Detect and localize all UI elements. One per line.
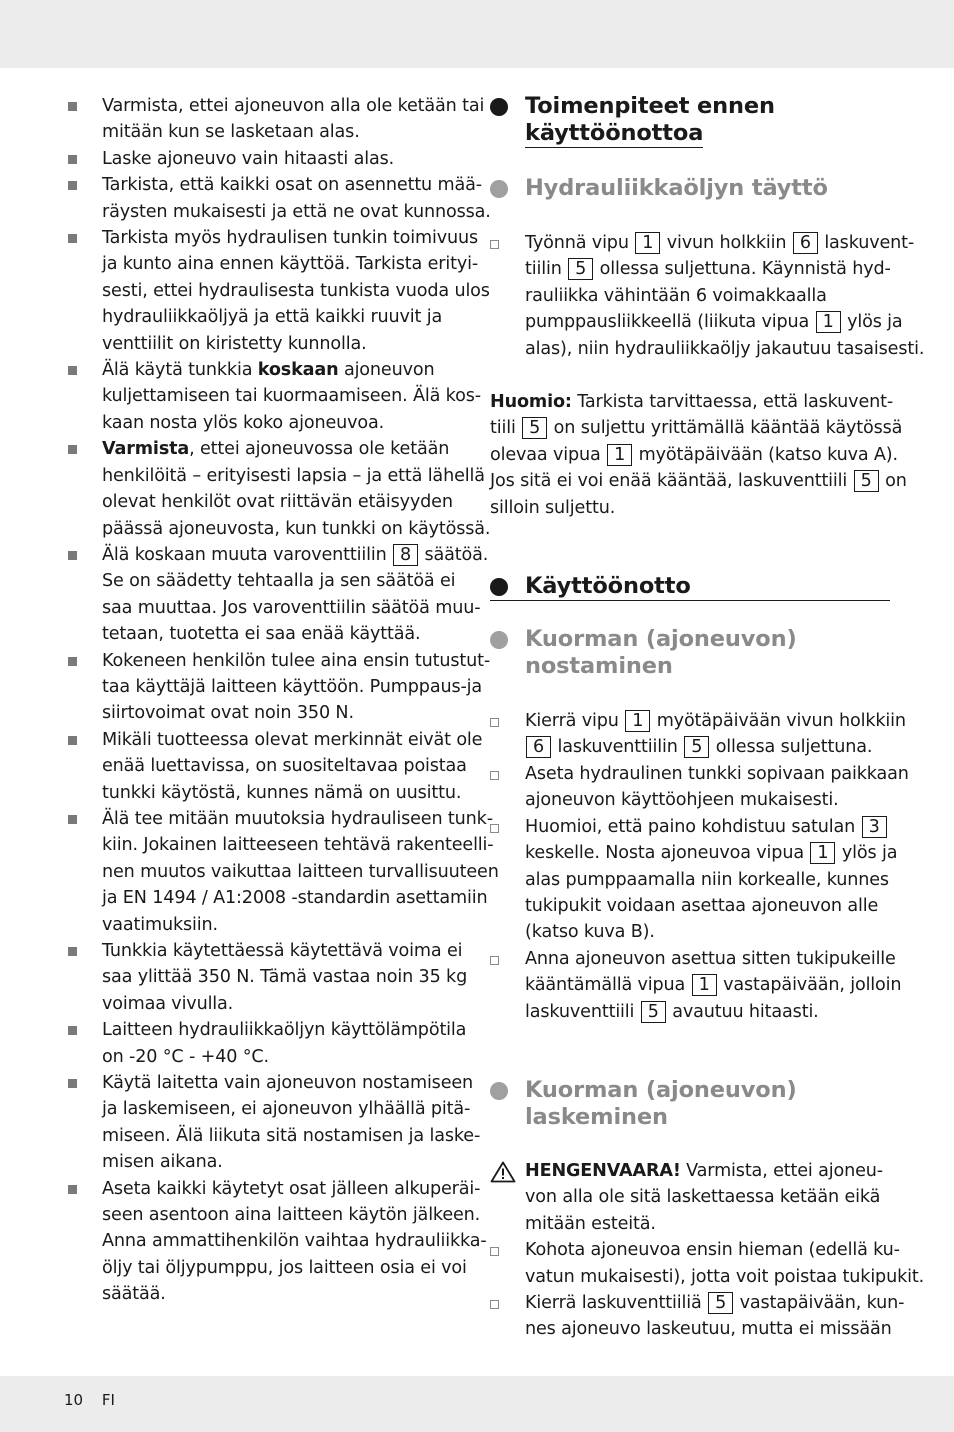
part-number-box: 1 <box>625 710 650 732</box>
square-bullet-icon <box>68 1026 77 1035</box>
list-item: Älä käytä tunkkia koskaan ajoneuvon kuljettamiseen tai kuormaamiseen. Älä kos- kaan nosta ylös koko ajoneuvoa. <box>64 357 464 436</box>
black-dot-icon <box>490 578 508 596</box>
list-item: Käytä laitetta vain ajoneuvon nostamiseen ja laskemiseen, ei ajoneuvon ylhäällä pitä- miseen. Älä liikuta sitä nostamisen ja laske- misen aikana. <box>64 1070 464 1176</box>
grey-dot-icon <box>490 180 508 198</box>
list-item: Laitteen hydrauliikkaöljyn käyttölämpötila on -20 °C - +40 °C. <box>64 1017 464 1070</box>
list-item: Anna ajoneuvon asettua sitten tukipukeille kääntämällä vipua 1 vastapäivään, jolloin laskuventtiili 5 avautuu hitaasti. <box>490 946 890 1025</box>
part-number-box: 6 <box>793 232 818 254</box>
list-item: Älä koskaan muuta varoventtiilin 8 säätöä. Se on säädetty tehtaalla ja sen säätöä ei saa muuttaa. Jos varoventtiilin säätöä muu- tetaan, tuotetta ei saa enää käyttää. <box>64 542 464 648</box>
checkbox-square-icon <box>490 956 499 965</box>
grey-dot-icon <box>490 1082 508 1100</box>
part-number-box: 1 <box>607 444 632 466</box>
square-bullet-icon <box>68 366 77 375</box>
heading-hydrauliikka: Hydrauliikkaöljyn täyttö <box>490 175 890 202</box>
part-number-box: 3 <box>862 816 887 838</box>
square-bullet-icon <box>68 155 77 164</box>
square-bullet-icon <box>68 181 77 190</box>
list-item: Tarkista myös hydraulisen tunkin toimivuus ja kunto aina ennen käyttöä. Tarkista erityi- sesti, ettei hydraulisesta tunkista vuoda ulos hydrauliikkaöljyä ja että kaikki ruuvit ja venttiilit on kiristetty kunnolla. <box>64 225 464 357</box>
list-item: Kohota ajoneuvoa ensin hieman (edellä ku- vatun mukaisesti), jotta voit poistaa tukipukit. <box>490 1237 890 1290</box>
part-number-box: 5 <box>684 736 709 758</box>
list-item: Aseta kaikki käytetyt osat jälleen alkuperäi- seen asentoon aina laitteen käytön jälkeen. Anna ammattihenkilön vaihtaa hydrauliikka- öljy tai öljypumppu, jos laitteen osia ei voi säätää. <box>64 1176 464 1308</box>
header-band <box>0 0 954 68</box>
checkbox-square-icon <box>490 240 499 249</box>
part-number-box: 6 <box>526 736 551 758</box>
square-bullet-icon <box>68 551 77 560</box>
language-code: FI <box>101 1391 115 1409</box>
instructions-column <box>490 93 925 1343</box>
part-number-box: 1 <box>816 311 841 333</box>
list-item: Huomioi, että paino kohdistuu satulan 3 keskelle. Nosta ajoneuvoa vipua 1 ylös ja alas pumppaamalla niin korkealle, kunnes tukipukit voidaan asettaa ajoneuvon alle (katso kuva B). <box>490 814 890 946</box>
list-item: Kierrä laskuventtiiliä 5 vastapäivään, kun- nes ajoneuvo laskeutuu, mutta ei missään <box>490 1290 890 1343</box>
safety-notes-list <box>64 93 499 1308</box>
danger-warning: HENGENVAARA! Varmista, ettei ajoneu- von alla ole sitä laskettaessa ketään eikä mitään esteitä. <box>490 1158 890 1237</box>
list-item: Varmista, ettei ajoneuvossa ole ketään henkilöitä – erityisesti lapsia – ja että lähellä olevat henkilöt ovat riittävän etäisyyden päässä ajoneuvosta, kun tunkki on käytössä. <box>64 436 464 542</box>
list-item: Työnnä vipu 1 vivun holkkiin 6 laskuvent- tiilin 5 ollessa suljettuna. Käynnistä hyd- rauliikka vähintään 6 voimakkaalla pumppausliikkeellä (liikuta vipua 1 ylös ja alas), niin hydrauliikkaöljy jakautuu tasaisesti. <box>490 230 890 362</box>
square-bullet-icon <box>68 234 77 243</box>
square-bullet-icon <box>68 947 77 956</box>
square-bullet-icon <box>68 102 77 111</box>
checkbox-square-icon <box>490 771 499 780</box>
page-footer <box>64 1391 129 1409</box>
square-bullet-icon <box>68 657 77 666</box>
warning-triangle-icon <box>490 1161 516 1183</box>
heading-kayttoonotto: Käyttöönotto <box>490 573 890 601</box>
checkbox-square-icon <box>490 824 499 833</box>
list-item: Varmista, ettei ajoneuvon alla ole ketään tai mitään kun se lasketaan alas. <box>64 93 464 146</box>
part-number-box: 5 <box>522 417 547 439</box>
page-number: 10 <box>64 1391 84 1409</box>
square-bullet-icon <box>68 1185 77 1194</box>
list-item: Kierrä vipu 1 myötäpäivään vivun holkkiin 6 laskuventtiilin 5 ollessa suljettuna. <box>490 708 890 761</box>
checkbox-square-icon <box>490 1247 499 1256</box>
part-number-box: 5 <box>568 258 593 280</box>
list-item: Tunkkia käytettäessä käytettävä voima ei saa ylittää 350 N. Tämä vastaa noin 35 kg voimaa vivulla. <box>64 938 464 1017</box>
checkbox-square-icon <box>490 1300 499 1309</box>
checkbox-square-icon <box>490 718 499 727</box>
list-item: Mikäli tuotteessa olevat merkinnät eivät ole enää luettavissa, on suositeltavaa poistaa tunkki käytöstä, kunnes nämä on uusittu. <box>64 727 464 806</box>
square-bullet-icon <box>68 445 77 454</box>
list-item: Laske ajoneuvo vain hitaasti alas. <box>64 146 464 172</box>
part-number-box: 5 <box>641 1001 666 1023</box>
part-number-box: 8 <box>393 544 418 566</box>
black-dot-icon <box>490 98 508 116</box>
square-bullet-icon <box>68 736 77 745</box>
list-item: Aseta hydraulinen tunkki sopivaan paikkaan ajoneuvon käyttöohjeen mukaisesti. <box>490 761 890 814</box>
square-bullet-icon <box>68 1079 77 1088</box>
part-number-box: 5 <box>708 1292 733 1314</box>
heading-nostaminen: Kuorman (ajoneuvon) nostaminen <box>490 626 890 680</box>
part-number-box: 1 <box>810 842 835 864</box>
list-item: Tarkista, että kaikki osat on asennettu mää- räysten mukaisesti ja että ne ovat kunnossa. <box>64 172 464 225</box>
part-number-box: 1 <box>635 232 660 254</box>
square-bullet-icon <box>68 815 77 824</box>
part-number-box: 1 <box>692 974 717 996</box>
grey-dot-icon <box>490 631 508 649</box>
list-item: Kokeneen henkilön tulee aina ensin tutustut- taa käyttäjä laitteen käyttöön. Pumppaus-ja siirtovoimat ovat noin 350 N. <box>64 648 464 727</box>
list-item: Älä tee mitään muutoksia hydrauliseen tunk- kiin. Jokainen laitteeseen tehtävä rakenteelli- nen muutos vaikuttaa laitteen turvallisuuteen ja EN 1494 / A1:2008 -standardin asettamiin vaatimuksiin. <box>64 806 464 938</box>
part-number-box: 5 <box>854 470 879 492</box>
footer-band <box>0 1376 954 1432</box>
heading-toimenpiteet: Toimenpiteet ennen käyttöönottoa <box>490 93 890 148</box>
heading-laskeminen: Kuorman (ajoneuvon) laskeminen <box>490 1077 890 1131</box>
note-paragraph: Huomio: Tarkista tarvittaessa, että laskuvent- tiili 5 on suljettu yrittämällä kääntää käytössä olevaa vipua 1 myötäpäivään (katso kuva A). Jos sitä ei voi enää kääntää, laskuventtiili 5 on silloin suljettu. <box>490 392 907 518</box>
